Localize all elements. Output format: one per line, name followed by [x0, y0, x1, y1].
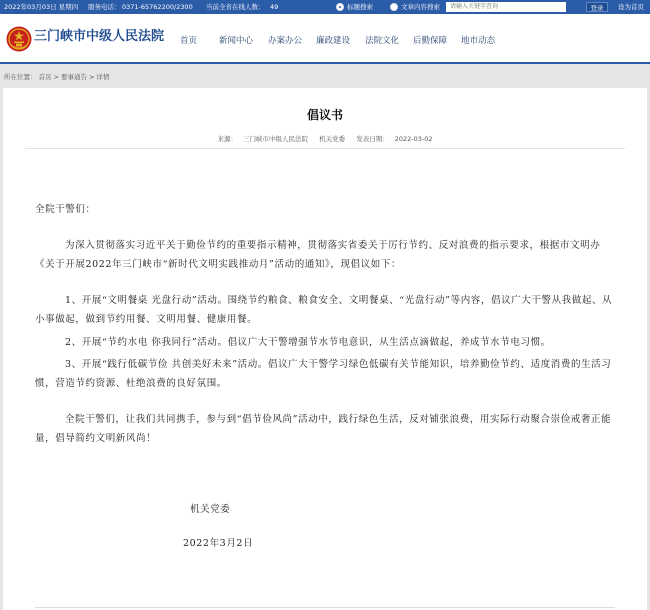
- breadcrumb-label: 所在位置：: [4, 73, 37, 81]
- top-bar: [0, 0, 650, 14]
- login-button[interactable]: 登录: [586, 2, 608, 12]
- source-label: 来源：: [217, 135, 238, 143]
- article-panel: [3, 88, 647, 610]
- content-search-radio[interactable]: [390, 3, 398, 11]
- article-date: 2022-03-02: [394, 135, 433, 143]
- bottom-divider: [35, 607, 615, 608]
- nav-item-logistics[interactable]: 后勤保障: [413, 36, 448, 46]
- nav-item-cases[interactable]: 办案办公: [268, 36, 303, 46]
- search-input[interactable]: [446, 2, 566, 12]
- sign-date: 2022年3月2日: [183, 538, 254, 549]
- article-meta: [3, 134, 647, 143]
- phone-number: 0371-65762200/2300: [122, 3, 193, 11]
- nav-item-integrity[interactable]: 廉政建设: [316, 36, 351, 46]
- nav-item-local-news[interactable]: 地市动态: [461, 36, 496, 46]
- breadcrumb-detail: 详情: [96, 73, 110, 81]
- paragraph-item-1: 1、开展“文明餐桌 光盘行动”活动。围绕节约粮食、粮食安全、文明餐桌、“光盘行动”等内容，倡议广大干警从我做起、从小事做起，做到节约用餐、文明用餐、健康用餐。: [35, 295, 613, 325]
- nav-item-home[interactable]: 首页: [180, 36, 198, 46]
- content-search-label[interactable]: 文章内容搜索: [401, 3, 440, 11]
- site-title[interactable]: 三门峡市中级人民法院: [34, 29, 165, 44]
- signature: 机关党委: [190, 504, 231, 515]
- date-label: 发表日期：: [356, 135, 389, 143]
- paragraph-item-3: 3、开展“践行低碳节俭 共创美好未来”活动。倡议广大干警学习绿色低碳有关节能知识，培养勤俭节约、适度消费的生活习惯，营造节约资源、杜绝浪费的良好氛围。: [35, 359, 612, 389]
- court-emblem-icon: [6, 26, 32, 52]
- article-source: 三门峡市中级人民法院: [243, 135, 309, 143]
- online-label: 当前全省在线人数：: [206, 3, 265, 11]
- article-title: 倡议书: [306, 108, 343, 122]
- breadcrumb-home[interactable]: 首页: [38, 73, 52, 81]
- paragraph-item-2: 2、开展“节约水电 你我同行”活动。倡议广大干警增强节水节电意识，从生活点滴做起，养成节水节电习惯。: [65, 337, 551, 348]
- online-count: 49: [270, 3, 279, 11]
- greeting: 全院干警们：: [35, 204, 96, 215]
- article-author: 机关党委: [319, 135, 346, 143]
- breadcrumb-separator: >: [88, 73, 95, 81]
- phone-label: 服务电话：: [88, 3, 121, 11]
- breadcrumb-notices[interactable]: 要事通告: [60, 73, 87, 81]
- paragraph-intro: 为深入贯彻落实习近平关于勤俭节约的重要指示精神，贯彻落实省委关于厉行节约、反对浪费的指示要求，根据市文明办《关于开展2022年三门峡市“新时代文明实践推动月”活动的通知》，现倡议如下：: [35, 240, 601, 270]
- breadcrumb-separator: >: [53, 73, 59, 81]
- paragraph-closing: 全院干警们，让我们共同携手，参与到“倡节俭风尚”活动中，践行绿色生活，反对铺张浪费，用实际行动聚合崇俭戒奢正能量，倡导简约文明新风尚！: [35, 414, 612, 444]
- breadcrumb: [4, 72, 111, 81]
- title-search-label[interactable]: 标题搜索: [347, 3, 373, 11]
- title-search-radio[interactable]: [336, 3, 344, 11]
- site-header: [0, 14, 650, 64]
- set-home-link[interactable]: 设为首页: [618, 3, 644, 11]
- current-date: 2022年03月03日 星期四: [4, 3, 79, 11]
- nav-item-culture[interactable]: 法院文化: [365, 36, 400, 46]
- nav-item-news[interactable]: 新闻中心: [219, 36, 254, 46]
- title-divider: [25, 148, 625, 149]
